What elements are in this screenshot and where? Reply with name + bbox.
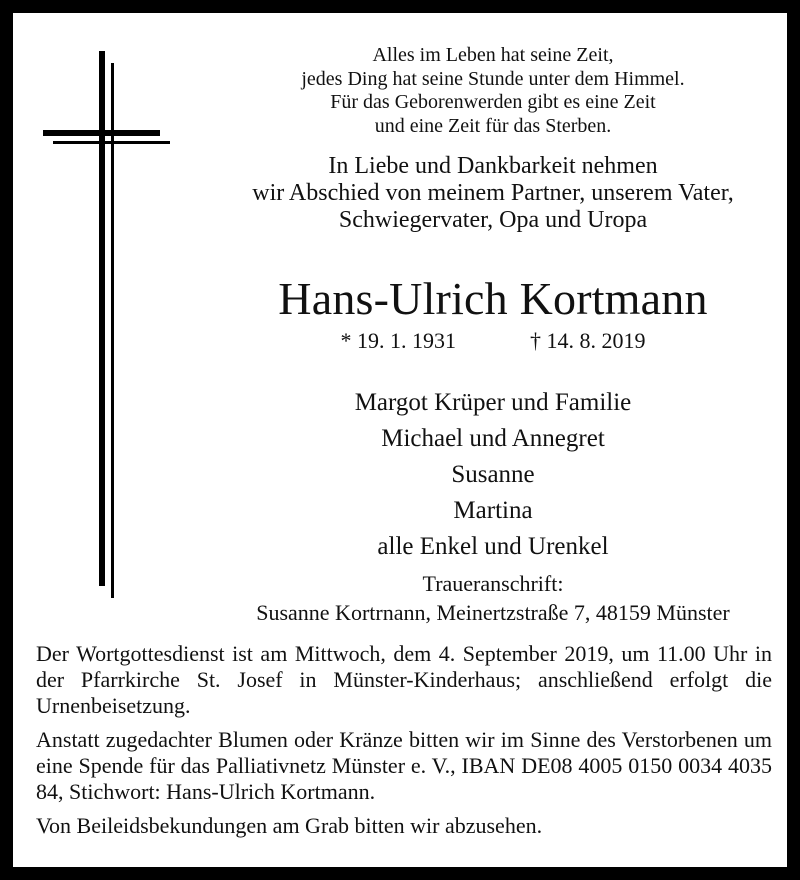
- mourner: Michael und Annegret: [381, 425, 605, 452]
- donation-notice: Anstatt zugedachter Blumen oder Kränze bitten wir im Sinne des Verstorbenen um eine Spende für das Palliativnetz Münster e. V., IBAN DE08 4005 0150 0034 4035 84, Stichwort: Hans-Ulrich Kortmann.: [36, 727, 772, 804]
- mourner: alle Enkel und Urenkel: [377, 533, 609, 560]
- verse-line: jedes Ding hat seine Stunde unter dem Himmel.: [301, 67, 685, 90]
- mourning-address: [203, 569, 783, 627]
- death-date: † 14. 8. 2019: [530, 328, 646, 353]
- farewell-line: wir Abschied von meinem Partner, unserem Vater,: [252, 180, 734, 206]
- mourners-list: [203, 385, 783, 565]
- obituary-notice: [13, 13, 787, 867]
- service-notice: Der Wortgottesdienst ist am Mittwoch, dem 4. September 2019, um 11.00 Uhr in der Pfarrkirche St. Josef in Münster-Kinderhaus; anschließend erfolgt die Urnenbeisetzung.: [36, 641, 772, 718]
- birth-date: * 19. 1. 1931: [340, 328, 456, 353]
- life-dates: [203, 328, 783, 354]
- address-value: Susanne Kortrnann, Meinertzstraße 7, 48159 Münster: [256, 600, 730, 625]
- verse: [203, 44, 783, 138]
- verse-line: Für das Geborenwerden gibt es eine Zeit: [330, 91, 656, 113]
- deceased-name: Hans-Ulrich Kortmann: [278, 273, 708, 324]
- farewell-text: [203, 153, 783, 234]
- notices: [36, 641, 772, 847]
- verse-line: Alles im Leben hat seine Zeit,: [372, 44, 614, 66]
- mourner: Susanne: [451, 461, 535, 488]
- address-label: Traueranschrift:: [422, 571, 564, 596]
- mourner: Martina: [453, 497, 533, 524]
- farewell-line: Schwiegervater, Opa und Uropa: [338, 207, 648, 233]
- farewell-line: In Liebe und Dankbarkeit nehmen: [328, 153, 658, 179]
- mourner: Margot Krüper und Familie: [354, 389, 632, 416]
- verse-line: und eine Zeit für das Sterben.: [374, 114, 612, 137]
- condolences-notice: Von Beileidsbekundungen am Grab bitten wir abzusehen.: [36, 813, 543, 838]
